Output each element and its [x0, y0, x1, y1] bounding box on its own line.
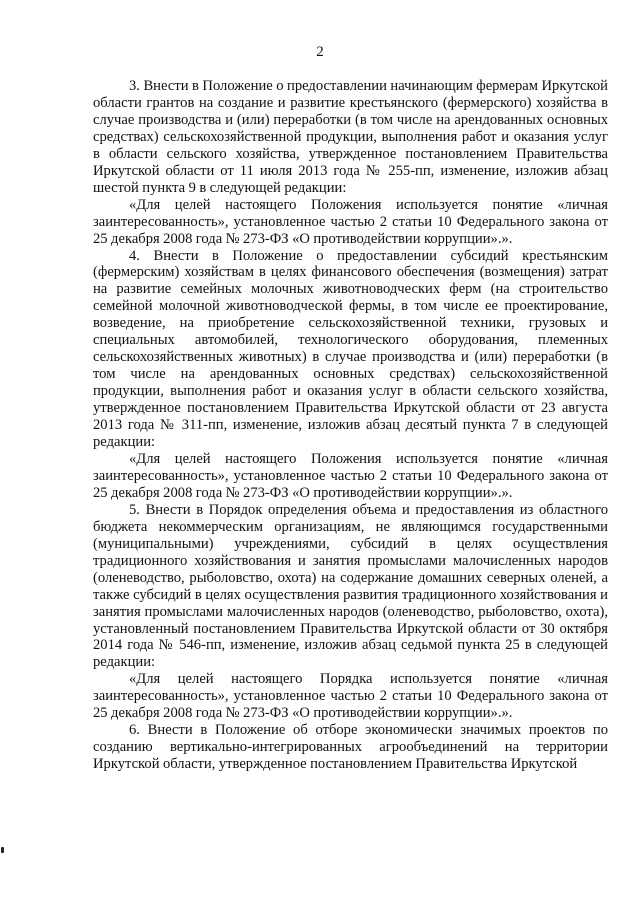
paragraph-item-6: 6. Внести в Положение об отборе экономически значимых проектов по созданию вертикально-интегрированных агрообъединений на территории Иркутской области, утвержденное постановлением Правительства Иркутской [93, 722, 608, 773]
scan-mark [1, 847, 4, 853]
page-number: 2 [316, 44, 324, 60]
document-body [93, 78, 608, 773]
quote-paragraph: «Для целей настоящего Положения используется понятие «личная заинтересованность», установленное частью 2 статьи 10 Федерального закона от 25 декабря 2008 года № 273-ФЗ «О противодействии коррупции».». [93, 196, 608, 247]
paragraph-item-4: 4. Внести в Положение о предоставлении субсидий крестьянским (фермерским) хозяйствам в целях финансового обеспечения (возмещения) затрат на развитие семейных молочных животноводческих ферм (на строительство семейной молочной животноводческой фермы, в том числе ее проектирование, возведение, на приобретение сельскохозяйственной техники, грузовых и специальных автомобилей, технологического оборудования, племенных сельскохозяйственных животных) в случае производства и (или) переработки (в том числе на арендованных основных средствах) сельскохозяйственной продукции, выполнения работ и оказания услуг в области сельского хозяйства, утвержденное постановлением Правительства Иркутской области от 23 августа 2013 года № 311-пп, изменение, изложив абзац десятый пункта 7 в следующей редакции: [93, 247, 608, 451]
paragraph-item-3: 3. Внести в Положение о предоставлении начинающим фермерам Иркутской области грантов на создание и развитие крестьянского (фермерского) хозяйства в случае производства и (или) переработки (в том числе на арендованных основных средствах) сельскохозяйственной продукции, выполнения работ и оказания услуг в области сельского хозяйства, утвержденное постановлением Правительства Иркутской области от 11 июля 2013 года № 255-пп, изменение, изложив абзац шестой пункта 9 в следующей редакции: [93, 78, 608, 196]
quote-paragraph: «Для целей настоящего Порядка используется понятие «личная заинтересованность», установленное частью 2 статьи 10 Федерального закона от 25 декабря 2008 года № 273-ФЗ «О противодействии коррупции».». [93, 671, 608, 722]
paragraph-item-5: 5. Внести в Порядок определения объема и предоставления из областного бюджета некоммерческим организациям, не являющимся государственными (муниципальными) учреждениями, субсидий в целях осуществления традиционного хозяйствования и занятия промыслами малочисленных народов (оленеводство, рыболовство, охота) на содержание домашних северных оленей, а также субсидий в целях осуществления развития традиционного хозяйствования и занятия промыслами малочисленных народов (оленеводство, рыболовство, охота), установленный постановлением Правительства Иркутской области от 30 октября 2014 года № 546-пп, изменение, изложив абзац седьмой пункта 25 в следующей редакции: [93, 501, 608, 671]
quote-paragraph: «Для целей настоящего Положения используется понятие «личная заинтересованность», установленное частью 2 статьи 10 Федерального закона от 25 декабря 2008 года № 273-ФЗ «О противодействии коррупции».». [93, 450, 608, 501]
